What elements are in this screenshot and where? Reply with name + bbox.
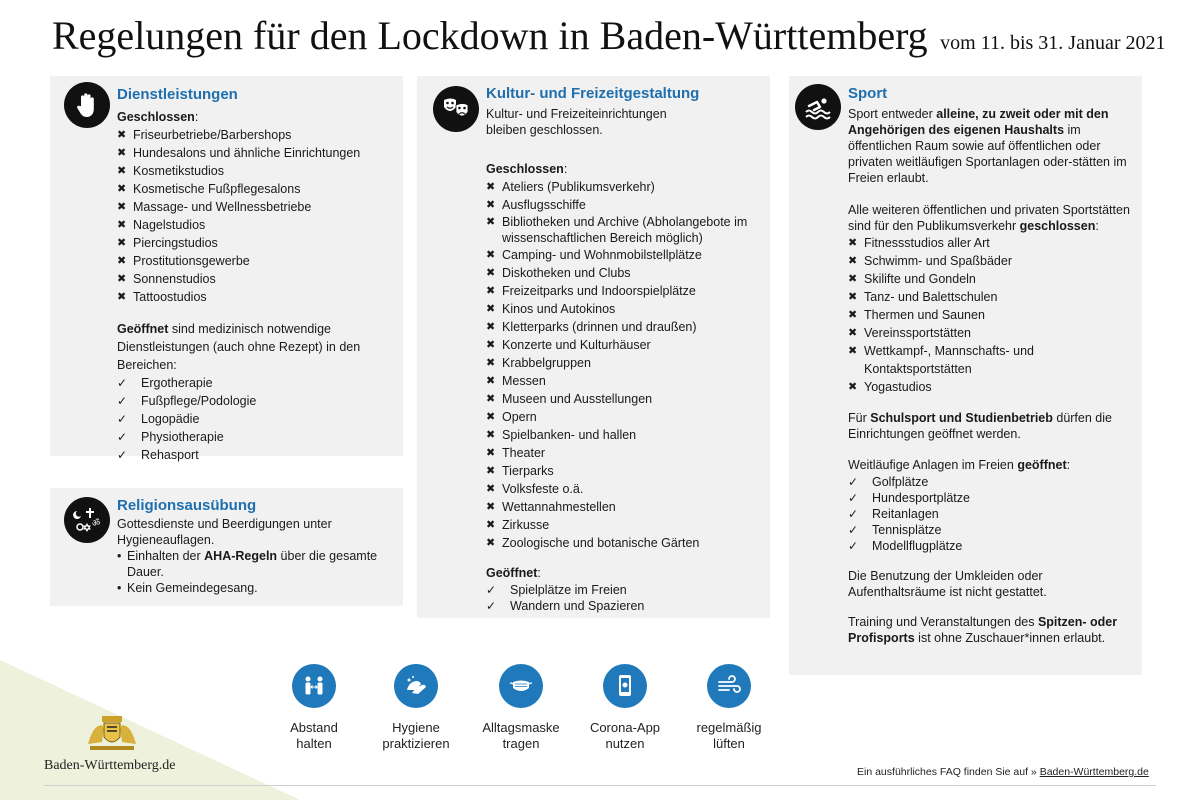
dienst-open-paragraph: Geöffnet sind medizinisch notwendige Dienstleistungen (auch ohne Rezept) in den Bereichen:: [117, 322, 361, 372]
list-item: ✖ Volksfeste o.ä.: [486, 480, 758, 498]
list-item: ✖ Sonnenstudios: [117, 270, 397, 288]
swimmer-icon: [795, 84, 841, 130]
sport-paragraph-1: Sport entweder alleine, zu zweit oder mit den Angehörigen des eigenen Haushalts im öffentlichen Raum sowie auf öffentlichen oder privaten weitläufigen Sportanlagen oder-stätten im Freien erlaubt.: [848, 107, 1127, 185]
sport-open-list: [848, 474, 1136, 554]
list-item: ✖ Wettkampf-, Mannschafts- und Kontaktsportstätten: [848, 342, 1136, 378]
mask-icon: [499, 664, 543, 708]
sport-paragraph-4: Weitläufige Anlagen im Freien geöffnet:: [848, 458, 1071, 472]
list-item: ✖ Tattoostudios: [117, 288, 397, 306]
list-item: ✖ Yogastudios: [848, 378, 1136, 396]
dienst-closed-label: Geschlossen: [117, 110, 195, 124]
list-item: ✖ Prostitutionsgewerbe: [117, 252, 397, 270]
list-item: • Kein Gemeindegesang.: [117, 580, 387, 596]
list-item: ✖ Fitnessstudios aller Art: [848, 234, 1136, 252]
kultur-open-list: [486, 582, 758, 614]
kultur-closed-label: Geschlossen: [486, 162, 564, 176]
sport-body: [848, 106, 1136, 646]
theater-masks-icon: [433, 86, 479, 132]
hygiene-item-maske: Alltagsmaske tragen: [466, 664, 576, 752]
faq-link[interactable]: Baden-Württemberg.de: [1039, 766, 1149, 778]
list-item: ✖ Konzerte und Kulturhäuser: [486, 336, 758, 354]
list-item: ✖ Zirkusse: [486, 516, 758, 534]
list-item: ✖ Massage- und Wellnessbetriebe: [117, 198, 397, 216]
religion-title: Religionsausübung: [117, 497, 257, 514]
list-item: ✖ Wettannahmestellen: [486, 498, 758, 516]
list-item: ✖ Kletterparks (drinnen und draußen): [486, 318, 758, 336]
sport-paragraph-5: Die Benutzung der Umkleiden oder Aufenthaltsräume ist nicht gestattet.: [848, 569, 1047, 599]
sport-title: Sport: [848, 85, 888, 102]
dienstleistungen-body: Geschlossen: ✖ Friseurbetriebe/Barbershops ✖ Hundesalons und ähnliche Einrichtungen ✖ Kosmetikstudios ✖ Kosmetische Fußpflegesalons ✖ Massage- und Wellnessbetriebe ✖ Nagelstudios ✖ Piercingstudios ✖ Prostitutionsgewerbe ✖ Sonnenstudios ✖ Tattoostudios Geöffnet sind medizinisch notwendige Dienstleistungen (auch ohne Rezept) in den Bereichen: ✓ Ergotherapie ✓ Fußpflege/Podologie ✓ Logopädie ✓ Physiotherapie ✓ Rehasport: [117, 108, 397, 464]
dienstleistungen-title: Dienstleistungen: [117, 86, 238, 103]
brand-wordmark: Baden-Württemberg.de: [44, 758, 176, 773]
list-item: ✖ Museen und Ausstellungen: [486, 390, 758, 408]
list-item: ✖ Tierparks: [486, 462, 758, 480]
kultur-closed-list: [486, 178, 758, 552]
list-item: ✓ Physiotherapie: [117, 428, 397, 446]
list-item: ✖ Spielbanken- und hallen: [486, 426, 758, 444]
list-item: ✖ Tanz- und Balettschulen: [848, 288, 1136, 306]
list-item: ✓ Tennisplätze: [848, 522, 1136, 538]
svg-text:ॐ: ॐ: [92, 519, 101, 529]
hygiene-item-hygiene: Hygiene praktizieren: [361, 664, 471, 752]
list-item: ✖ Ateliers (Publikumsverkehr): [486, 178, 758, 196]
kultur-title: Kultur- und Freizeitgestaltung: [486, 85, 700, 102]
religion-body: [117, 516, 387, 596]
sport-paragraph-2: Alle weiteren öffentlichen und privaten Sportstätten sind für den Publikumsverkehr geschlossen:: [848, 203, 1130, 233]
list-item: ✖ Thermen und Saunen: [848, 306, 1136, 324]
list-item: ✖ Hundesalons und ähnliche Einrichtungen: [117, 144, 397, 162]
religion-intro: Gottesdienste und Beerdigungen unter Hygieneauflagen.: [117, 517, 332, 547]
list-item: ✓ Hundesportplätze: [848, 490, 1136, 506]
dienst-open-list: [117, 374, 397, 464]
sport-closed-list: [848, 234, 1136, 396]
phone-app-icon: [603, 664, 647, 708]
list-item: ✖ Diskotheken und Clubs: [486, 264, 758, 282]
title-date-range: vom 11. bis 31. Januar 2021: [940, 32, 1166, 54]
coat-of-arms-logo: [84, 714, 140, 754]
religion-list: [117, 548, 387, 596]
hand-wash-icon: [394, 664, 438, 708]
list-item: ✓ Modellflugplätze: [848, 538, 1136, 554]
list-item: ✖ Freizeitparks und Indoorspielplätze: [486, 282, 758, 300]
hygiene-item-abstand: Abstand halten: [259, 664, 369, 752]
list-item: ✖ Kosmetikstudios: [117, 162, 397, 180]
sport-paragraph-6: Training und Veranstaltungen des Spitzen- oder Profisports ist ohne Zuschauer*innen erlaubt.: [848, 615, 1118, 645]
list-item: ✖ Ausflugsschiffe: [486, 196, 758, 214]
list-item: ✖ Camping- und Wohnmobilstellplätze: [486, 246, 758, 264]
list-item: ✖ Nagelstudios: [117, 216, 397, 234]
distance-icon: [292, 664, 336, 708]
sport-paragraph-3: Für Schulsport und Studienbetrieb dürfen die Einrichtungen geöffnet werden.: [848, 411, 1112, 441]
list-item: ✖ Theater: [486, 444, 758, 462]
list-item: ✖ Piercingstudios: [117, 234, 397, 252]
footer-divider: [44, 785, 1156, 786]
list-item: ✖ Bibliotheken und Archive (Abholangebote im wissenschaftlichen Bereich möglich): [486, 214, 758, 246]
stop-hand-icon: [64, 82, 110, 128]
title-main: Regelungen für den Lockdown in Baden-Württemberg: [52, 13, 928, 58]
list-item: • Einhalten der AHA-Regeln über die gesamte Dauer.: [117, 548, 387, 580]
hygiene-item-app: Corona-App nutzen: [570, 664, 680, 752]
list-item: ✓ Rehasport: [117, 446, 397, 464]
air-icon: [707, 664, 751, 708]
list-item: ✖ Opern: [486, 408, 758, 426]
list-item: ✖ Friseurbetriebe/Barbershops: [117, 126, 397, 144]
list-item: ✖ Skilifte und Gondeln: [848, 270, 1136, 288]
list-item: ✓ Logopädie: [117, 410, 397, 428]
list-item: ✓ Spielplätze im Freien: [486, 582, 758, 598]
kultur-body: Kultur- und Freizeiteinrichtungen bleiben geschlossen. Geschlossen: ✖ Ateliers (Publikumsverkehr) ✖ Ausflugsschiffe ✖ Bibliotheken und Archive (Abholangebote im wissenschaftlichen Bereich möglich) ✖ Camping- und Wohnmobilstellplätze ✖ Diskotheken und Clubs ✖ Freizeitparks und Indoorspielplätze ✖ Kinos und Autokinos ✖ Kletterparks (drinnen und draußen) ✖ Konzerte und Kulturhäuser ✖ Krabbelgruppen ✖ Messen ✖ Museen und Ausstellungen ✖ Opern ✖ Spielbanken- und hallen ✖ Theater ✖ Tierparks ✖ Volksfeste o.ä. ✖ Wettannahmestellen ✖ Zirkusse ✖ Zoologische und botanische Gärten Geöffnet: ✓ Spielplätze im Freien ✓ Wandern und Spazieren: [486, 106, 758, 614]
hygiene-item-lueften: regelmäßig lüften: [674, 664, 784, 752]
list-item: ✖ Kosmetische Fußpflegesalons: [117, 180, 397, 198]
list-item: ✖ Zoologische und botanische Gärten: [486, 534, 758, 552]
list-item: ✖ Schwimm- und Spaßbäder: [848, 252, 1136, 270]
dienst-closed-list: [117, 126, 397, 306]
religion-symbols-icon: [64, 497, 110, 543]
list-item: ✖ Krabbelgruppen: [486, 354, 758, 372]
list-item: ✖ Kinos und Autokinos: [486, 300, 758, 318]
kultur-intro: Kultur- und Freizeiteinrichtungen bleiben geschlossen.: [486, 107, 667, 137]
list-item: ✓ Ergotherapie: [117, 374, 397, 392]
list-item: ✖ Vereinssportstätten: [848, 324, 1136, 342]
faq-note: Ein ausführliches FAQ finden Sie auf » Baden-Württemberg.de: [857, 766, 1149, 778]
list-item: ✓ Fußpflege/Podologie: [117, 392, 397, 410]
list-item: ✓ Reitanlagen: [848, 506, 1136, 522]
list-item: ✓ Wandern und Spazieren: [486, 598, 758, 614]
list-item: ✓ Golfplätze: [848, 474, 1136, 490]
page-title: [52, 12, 1165, 59]
list-item: ✖ Messen: [486, 372, 758, 390]
kultur-open-label: Geöffnet: [486, 566, 538, 580]
